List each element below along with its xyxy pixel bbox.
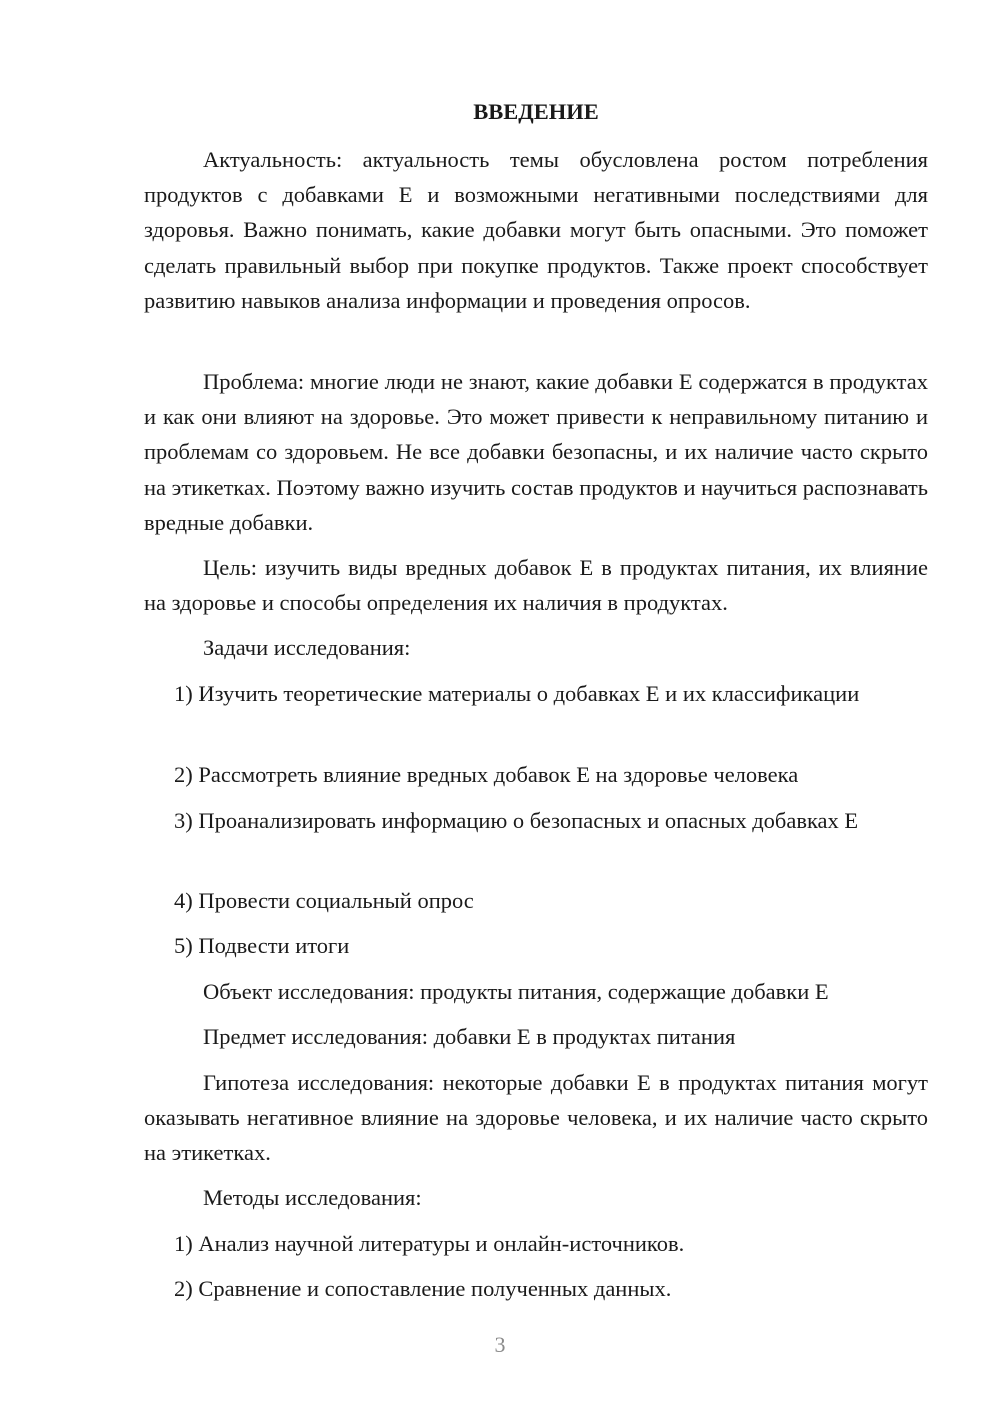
subject-paragraph: Предмет исследования: добавки Е в продуктах питания <box>203 1024 736 1049</box>
task-item-4: 4) Провести социальный опрос <box>174 888 474 913</box>
task-item-3: 3) Проанализировать информацию о безопасных и опасных добавках Е <box>174 808 859 833</box>
method-item-2: 2) Сравнение и сопоставление полученных данных. <box>174 1276 672 1301</box>
tasks-title: Задачи исследования: <box>203 635 411 660</box>
task-item-2: 2) Рассмотреть влияние вредных добавок Е на здоровье человека <box>174 762 799 787</box>
page-number: 3 <box>494 1332 506 1357</box>
actuality-paragraph: Актуальность: актуальность темы обусловлена ростом потребления продуктов с добавками Е и возможными негативными последствиями для здоровья. Важно понимать, какие добавки могут быть опасными. Это поможет сделать правильный выбор при покупке продуктов. Также проект способствует развитию навыков анализа информации и проведения опросов. <box>144 147 928 313</box>
hypothesis-paragraph: Гипотеза исследования: некоторые добавки Е в продуктах питания могут оказывать негативное влияние на здоровье человека, и их наличие часто скрыто на этикетках. <box>144 1070 928 1166</box>
goal-paragraph: Цель: изучить виды вредных добавок Е в продуктах питания, их влияние на здоровье и способы определения их наличия в продуктах. <box>144 555 928 616</box>
task-item-1: 1) Изучить теоретические материалы о добавках Е и их классификации <box>174 681 860 706</box>
page-title: ВВЕДЕНИЕ <box>473 99 599 124</box>
methods-title: Методы исследования: <box>203 1185 422 1210</box>
object-paragraph: Объект исследования: продукты питания, содержащие добавки Е <box>203 979 829 1004</box>
method-item-1: 1) Анализ научной литературы и онлайн-источников. <box>174 1231 685 1256</box>
problem-paragraph: Проблема: многие люди не знают, какие добавки Е содержатся в продуктах и как они влияют на здоровье. Это может привести к неправильному питанию и проблемам со здоровьем. Не все добавки безопасны, и их наличие часто скрыто на этикетках. Поэтому важно изучить состав продуктов и научиться распознавать вредные добавки. <box>144 369 928 535</box>
task-item-5: 5) Подвести итоги <box>174 933 350 958</box>
